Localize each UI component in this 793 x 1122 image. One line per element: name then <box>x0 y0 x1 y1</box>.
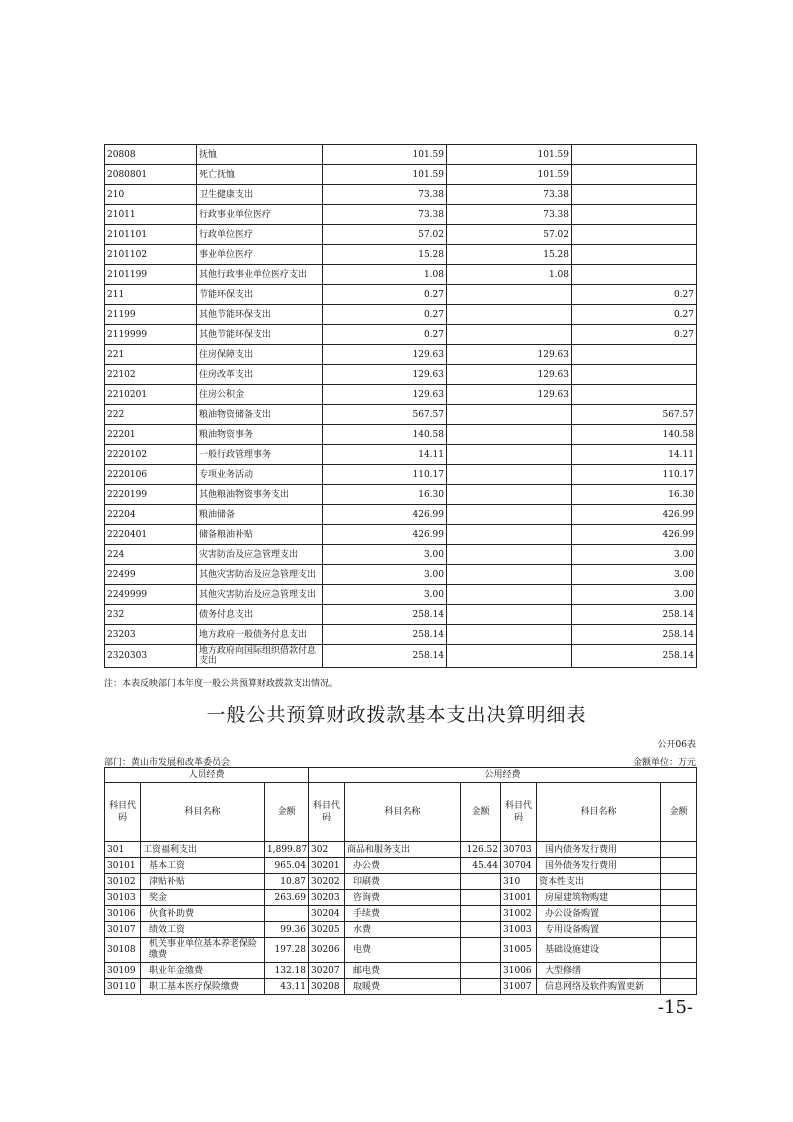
personnel-amount: 43.11 <box>265 979 309 995</box>
public-code: 30201 <box>309 858 345 874</box>
total-amount: 567.57 <box>323 405 447 425</box>
public-name: 水费 <box>345 922 461 938</box>
total-amount: 0.27 <box>323 285 447 305</box>
col-name-header: 科目名称 <box>141 783 265 842</box>
personnel-name: 津贴补贴 <box>141 874 265 890</box>
subject-name: 事业单位医疗 <box>197 245 323 265</box>
basic-amount: 101.59 <box>447 145 572 165</box>
subject-name: 行政单位医疗 <box>197 225 323 245</box>
col-amount-header: 金额 <box>661 783 697 842</box>
table-row <box>105 874 697 890</box>
table-row <box>105 445 697 465</box>
project-amount: 258.14 <box>572 605 697 625</box>
subject-name: 节能环保支出 <box>197 285 323 305</box>
table-row <box>105 425 697 445</box>
public-amount <box>461 938 501 963</box>
basic-amount <box>447 565 572 585</box>
subject-name: 死亡抚恤 <box>197 165 323 185</box>
project-amount: 3.00 <box>572 585 697 605</box>
public-code: 30208 <box>309 979 345 995</box>
public-name: 办公费 <box>345 858 461 874</box>
personnel-code: 30108 <box>105 938 141 963</box>
subject-name: 地方政府向国际组织借款付息支出 <box>197 645 323 668</box>
table-row <box>105 858 697 874</box>
subject-code: 2249999 <box>105 585 197 605</box>
project-amount: 140.58 <box>572 425 697 445</box>
personnel-amount <box>265 906 309 922</box>
subject-name: 其他粮油物资事务支出 <box>197 485 323 505</box>
project-amount <box>572 225 697 245</box>
project-amount: 0.27 <box>572 285 697 305</box>
personnel-code: 30102 <box>105 874 141 890</box>
public-amount <box>661 874 697 890</box>
table-row <box>105 265 697 285</box>
public-name: 国内债务发行费用 <box>537 842 661 858</box>
table-row <box>105 938 697 963</box>
subject-code: 22204 <box>105 505 197 525</box>
table-row <box>105 565 697 585</box>
personnel-code: 30110 <box>105 979 141 995</box>
project-amount: 3.00 <box>572 545 697 565</box>
table-row <box>105 345 697 365</box>
public-amount <box>661 922 697 938</box>
table-row <box>105 585 697 605</box>
table-row <box>105 225 697 245</box>
public-code: 30206 <box>309 938 345 963</box>
subject-name: 卫生健康支出 <box>197 185 323 205</box>
col-amount-header: 金额 <box>461 783 501 842</box>
project-amount <box>572 385 697 405</box>
project-amount: 258.14 <box>572 625 697 645</box>
basic-amount <box>447 305 572 325</box>
personnel-code: 30107 <box>105 922 141 938</box>
table-row <box>105 979 697 995</box>
table-row <box>105 285 697 305</box>
subject-code: 2320303 <box>105 645 197 668</box>
subject-name: 住房改革支出 <box>197 365 323 385</box>
total-amount: 258.14 <box>323 605 447 625</box>
basic-amount <box>447 425 572 445</box>
public-name: 取暖费 <box>345 979 461 995</box>
public-amount <box>661 858 697 874</box>
subject-code: 222 <box>105 405 197 425</box>
table-row <box>105 890 697 906</box>
subject-code: 232 <box>105 605 197 625</box>
subject-code: 2210201 <box>105 385 197 405</box>
total-amount: 15.28 <box>323 245 447 265</box>
basic-amount <box>447 525 572 545</box>
project-amount: 16.30 <box>572 485 697 505</box>
total-amount: 110.17 <box>323 465 447 485</box>
public-amount <box>661 906 697 922</box>
group-public: 公用经费 <box>309 768 697 783</box>
basic-amount: 57.02 <box>447 225 572 245</box>
basic-amount <box>447 485 572 505</box>
table-row <box>105 645 697 668</box>
public-code: 30704 <box>501 858 537 874</box>
total-amount: 73.38 <box>323 185 447 205</box>
subject-code: 224 <box>105 545 197 565</box>
subject-code: 2101101 <box>105 225 197 245</box>
basic-amount: 129.63 <box>447 345 572 365</box>
table-row <box>105 185 697 205</box>
table-row <box>105 305 697 325</box>
public-name: 国外债务发行费用 <box>537 858 661 874</box>
col-name-header: 科目名称 <box>345 783 461 842</box>
basic-amount <box>447 285 572 305</box>
subject-name: 其他节能环保支出 <box>197 305 323 325</box>
table-row <box>105 325 697 345</box>
basic-amount <box>447 625 572 645</box>
subject-code: 21199 <box>105 305 197 325</box>
total-amount: 258.14 <box>323 645 447 668</box>
personnel-code: 30101 <box>105 858 141 874</box>
project-amount: 567.57 <box>572 405 697 425</box>
total-amount: 3.00 <box>323 545 447 565</box>
total-amount: 426.99 <box>323 525 447 545</box>
table-row <box>105 245 697 265</box>
table-row <box>105 545 697 565</box>
table-note: 注：本表反映部门本年度一般公共预算财政拨款支出情况。 <box>104 679 339 689</box>
total-amount: 1.08 <box>323 265 447 285</box>
total-amount: 129.63 <box>323 385 447 405</box>
public-name: 商品和服务支出 <box>345 842 461 858</box>
basic-amount <box>447 585 572 605</box>
table-row <box>105 505 697 525</box>
personnel-name: 伙食补助费 <box>141 906 265 922</box>
total-amount: 3.00 <box>323 565 447 585</box>
project-amount: 426.99 <box>572 525 697 545</box>
subject-name: 灾害防治及应急管理支出 <box>197 545 323 565</box>
table-row <box>105 525 697 545</box>
personnel-name: 职业年金缴费 <box>141 963 265 979</box>
project-amount: 3.00 <box>572 565 697 585</box>
project-amount <box>572 205 697 225</box>
subject-code: 22102 <box>105 365 197 385</box>
subject-code: 2119999 <box>105 325 197 345</box>
subject-code: 22201 <box>105 425 197 445</box>
public-amount <box>461 874 501 890</box>
project-amount <box>572 145 697 165</box>
project-amount <box>572 185 697 205</box>
subject-code: 221 <box>105 345 197 365</box>
public-code: 31007 <box>501 979 537 995</box>
total-amount: 3.00 <box>323 585 447 605</box>
subject-code: 22499 <box>105 565 197 585</box>
public-code: 30205 <box>309 922 345 938</box>
personnel-name: 职工基本医疗保险缴费 <box>141 979 265 995</box>
col-code-header: 科目代码 <box>501 783 537 842</box>
public-name: 办公设备购置 <box>537 906 661 922</box>
public-amount <box>461 979 501 995</box>
subject-name: 抚恤 <box>197 145 323 165</box>
public-code: 30207 <box>309 963 345 979</box>
public-amount <box>461 922 501 938</box>
table-row <box>105 405 697 425</box>
total-amount: 16.30 <box>323 485 447 505</box>
public-name: 邮电费 <box>345 963 461 979</box>
public-name: 咨询费 <box>345 890 461 906</box>
subject-name: 其他节能环保支出 <box>197 325 323 345</box>
public-amount <box>661 890 697 906</box>
table-row <box>105 465 697 485</box>
public-amount: 45.44 <box>461 858 501 874</box>
personnel-name: 工资福利支出 <box>141 842 265 858</box>
subject-name: 其他行政事业单位医疗支出 <box>197 265 323 285</box>
basic-amount: 15.28 <box>447 245 572 265</box>
public-name: 电费 <box>345 938 461 963</box>
project-amount: 426.99 <box>572 505 697 525</box>
subject-code: 2101199 <box>105 265 197 285</box>
subject-name: 储备粮油补贴 <box>197 525 323 545</box>
basic-amount: 73.38 <box>447 185 572 205</box>
project-amount: 258.14 <box>572 645 697 668</box>
subject-code: 210 <box>105 185 197 205</box>
personnel-code: 30109 <box>105 963 141 979</box>
table-row <box>105 205 697 225</box>
public-amount <box>661 979 697 995</box>
personnel-name: 机关事业单位基本养老保险缴费 <box>141 938 265 963</box>
public-code: 302 <box>309 842 345 858</box>
table-row <box>105 385 697 405</box>
table-row <box>105 485 697 505</box>
total-amount: 0.27 <box>323 305 447 325</box>
public-code: 31002 <box>501 906 537 922</box>
personnel-amount: 10.87 <box>265 874 309 890</box>
project-amount <box>572 245 697 265</box>
subject-name: 地方政府一般债务付息支出 <box>197 625 323 645</box>
public-code: 31001 <box>501 890 537 906</box>
subject-code: 23203 <box>105 625 197 645</box>
table-row <box>105 365 697 385</box>
public-code: 30202 <box>309 874 345 890</box>
public-code: 310 <box>501 874 537 890</box>
personnel-amount: 99.36 <box>265 922 309 938</box>
col-code-header: 科目代码 <box>309 783 345 842</box>
subject-code: 2220106 <box>105 465 197 485</box>
public-name: 基础设施建设 <box>537 938 661 963</box>
basic-expenditure-table <box>104 767 697 995</box>
basic-amount: 73.38 <box>447 205 572 225</box>
basic-amount: 129.63 <box>447 385 572 405</box>
public-code: 31006 <box>501 963 537 979</box>
subject-code: 2080801 <box>105 165 197 185</box>
basic-amount: 129.63 <box>447 365 572 385</box>
total-amount: 101.59 <box>323 165 447 185</box>
public-code: 30204 <box>309 906 345 922</box>
personnel-name: 基本工资 <box>141 858 265 874</box>
table-row <box>105 842 697 858</box>
subject-name: 其他灾害防治及应急管理支出 <box>197 565 323 585</box>
public-code: 30703 <box>501 842 537 858</box>
table-row <box>105 906 697 922</box>
project-amount: 0.27 <box>572 325 697 345</box>
public-name: 资本性支出 <box>537 874 661 890</box>
personnel-code: 30103 <box>105 890 141 906</box>
project-amount: 14.11 <box>572 445 697 465</box>
personnel-amount: 132.18 <box>265 963 309 979</box>
total-amount: 101.59 <box>323 145 447 165</box>
project-amount: 110.17 <box>572 465 697 485</box>
subject-name: 住房公积金 <box>197 385 323 405</box>
total-amount: 426.99 <box>323 505 447 525</box>
project-amount <box>572 345 697 365</box>
table-row <box>105 963 697 979</box>
project-amount <box>572 265 697 285</box>
col-amount-header: 金额 <box>265 783 309 842</box>
public-code: 30203 <box>309 890 345 906</box>
basic-amount: 1.08 <box>447 265 572 285</box>
subject-name: 行政事业单位医疗 <box>197 205 323 225</box>
basic-amount <box>447 325 572 345</box>
personnel-amount: 263.69 <box>265 890 309 906</box>
basic-amount <box>447 465 572 485</box>
basic-amount <box>447 445 572 465</box>
total-amount: 14.11 <box>323 445 447 465</box>
expenditure-detail-table <box>104 144 697 668</box>
project-amount: 0.27 <box>572 305 697 325</box>
total-amount: 129.63 <box>323 365 447 385</box>
page-title: 一般公共预算财政拨款基本支出决算明细表 <box>206 704 587 726</box>
table-code: 公开06表 <box>657 740 696 750</box>
table-row <box>105 625 697 645</box>
subject-name: 其他灾害防治及应急管理支出 <box>197 585 323 605</box>
subject-name: 专项业务活动 <box>197 465 323 485</box>
basic-amount <box>447 505 572 525</box>
table-row <box>105 145 697 165</box>
basic-amount <box>447 605 572 625</box>
total-amount: 73.38 <box>323 205 447 225</box>
public-amount: 126.52 <box>461 842 501 858</box>
public-amount <box>661 842 697 858</box>
public-name: 信息网络及软件购置更新 <box>537 979 661 995</box>
public-name: 手续费 <box>345 906 461 922</box>
subject-code: 2220102 <box>105 445 197 465</box>
total-amount: 57.02 <box>323 225 447 245</box>
personnel-name: 奖金 <box>141 890 265 906</box>
project-amount <box>572 165 697 185</box>
subject-code: 211 <box>105 285 197 305</box>
public-amount <box>661 938 697 963</box>
subject-code: 2220401 <box>105 525 197 545</box>
subject-code: 21011 <box>105 205 197 225</box>
basic-amount: 101.59 <box>447 165 572 185</box>
group-personnel: 人员经费 <box>105 768 309 783</box>
table-row <box>105 605 697 625</box>
basic-amount <box>447 645 572 668</box>
subject-name: 粮油储备 <box>197 505 323 525</box>
public-amount <box>461 890 501 906</box>
public-amount <box>461 906 501 922</box>
subject-code: 2101102 <box>105 245 197 265</box>
project-amount <box>572 365 697 385</box>
subject-name: 粮油物资储备支出 <box>197 405 323 425</box>
public-name: 专用设备购置 <box>537 922 661 938</box>
public-name: 房屋建筑物购建 <box>537 890 661 906</box>
public-amount <box>461 963 501 979</box>
basic-amount <box>447 545 572 565</box>
page-number: -15- <box>657 997 693 1018</box>
total-amount: 258.14 <box>323 625 447 645</box>
col-name-header: 科目名称 <box>537 783 661 842</box>
subject-name: 粮油物资事务 <box>197 425 323 445</box>
public-code: 31005 <box>501 938 537 963</box>
col-code-header: 科目代码 <box>105 783 141 842</box>
subject-name: 住房保障支出 <box>197 345 323 365</box>
unit-label: 金额单位：万元 <box>632 758 696 768</box>
basic-amount <box>447 405 572 425</box>
total-amount: 0.27 <box>323 325 447 345</box>
public-name: 大型修缮 <box>537 963 661 979</box>
table-row <box>105 922 697 938</box>
public-name: 印刷费 <box>345 874 461 890</box>
personnel-name: 绩效工资 <box>141 922 265 938</box>
subject-code: 2220199 <box>105 485 197 505</box>
personnel-amount: 197.28 <box>265 938 309 963</box>
personnel-amount: 1,899.87 <box>265 842 309 858</box>
personnel-amount: 965.04 <box>265 858 309 874</box>
subject-code: 20808 <box>105 145 197 165</box>
department-label: 部门：黄山市发展和改革委员会 <box>104 758 231 768</box>
public-code: 31003 <box>501 922 537 938</box>
personnel-code: 301 <box>105 842 141 858</box>
subject-name: 一般行政管理事务 <box>197 445 323 465</box>
table-row <box>105 165 697 185</box>
public-amount <box>661 963 697 979</box>
total-amount: 140.58 <box>323 425 447 445</box>
personnel-code: 30106 <box>105 906 141 922</box>
total-amount: 129.63 <box>323 345 447 365</box>
subject-name: 债务付息支出 <box>197 605 323 625</box>
